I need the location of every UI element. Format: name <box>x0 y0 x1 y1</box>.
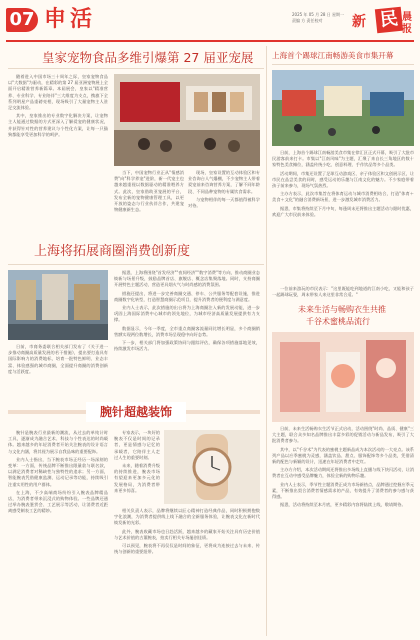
article3-tail-paragraph: 此外，腕表收藏市场也日趋活跃，越来越多的藏家开始关注具有历史价值与艺术价值的古董腕表，拍卖行相关专场屡创佳绩。 <box>114 528 260 540</box>
article1-col2 <box>114 170 184 236</box>
article4-rule <box>272 64 414 65</box>
section-title: 申活 <box>44 7 97 32</box>
article2-paragraph: 日前，市商务委联合相关部门发布了《关于进一步推动商圈高质量发展的若干措施》，提出要打造具有国际影响力的消费地标，培育一批特色鲜明、业态丰富、体验感强的城市商圈，全面提升商圈的消费创新度与活跃度。 <box>8 344 108 374</box>
article4-headline: 上海首个踢球江南畅游美食市集开幕 <box>272 51 394 60</box>
article5-paragraph: 日前，未来生活畅购衣生活节正式启动，活动围绕"时尚、品质、健康"三大主题，联合众多知名品牌推出丰富多彩的促销活动与新品发布，吸引了大批消费者参与。 <box>272 426 414 444</box>
article5-paragraph: 业内人士表示，季节性主题消费正成为市场新热点，品牌通过挖掘应季元素，不断推出契合消费者情感需求的产品，有效提升了消费者的参与感与获得感。 <box>272 481 414 500</box>
article3-col2 <box>114 430 160 500</box>
date-line <box>292 12 344 24</box>
article3-mid-paragraph: 未来，随着消费升级的持续推进，腕表市场有望迎来更加多元化的发展格局，为消费者带来更多惊喜。 <box>114 463 160 493</box>
article5-headline-line1: 未来生活与畅购衣生共推 <box>298 305 386 314</box>
article3-tail-paragraph: 可以预见，腕表将不再仅仅是时间的象征，更将成为连接过去与未来、传统与创新的重要纽带。 <box>114 543 260 555</box>
article2-side-paragraph: 下一步，相关部门将加强政策协同与跟踪评估，确保各项措施落地见效，持续激发市场活力。 <box>114 340 260 352</box>
article5-paragraph: 其中，以"千谷术"为代表的蜜桃主题新品成为本次活动的一大亮点。该系列产品以应季蜜桃为灵感，涵盖饮品、甜点、服饰配饰等多个品类，凭借清新的配色与新颖的设计，迅速在年轻消费者中走红。 <box>272 446 414 465</box>
article3-paragraph: 在上海，不少高端商场纷纷引入腕表品牌精品店，为消费者带来沉浸式的购物体验。一些品牌还通过举办腕表鉴赏会、工艺展示等活动，让消费者近距离感受制表工艺的精妙。 <box>8 489 108 514</box>
article2-paragraph: 措施还提出，将进一步完善商圈交通、停车、公共服务等配套设施，推进商圈数字化转型，打造智慧商圈示范项目，提升消费者的便利度与满意度。 <box>114 290 260 302</box>
article5-paragraph: 据悉，活动将持续至本月底，更多精彩内容将陆续上线，敬请期待。 <box>280 502 406 508</box>
date-line-2: 责编 方 责任校对 <box>292 18 323 23</box>
watch-display-image <box>164 430 260 504</box>
article2-side-paragraph: 数据显示，今年一季度，全市重点商圈客流量同比增长明显，多个商圈销售额实现两位数增长，消费市场呈现稳中向好态势。 <box>114 325 260 337</box>
article3-mid-paragraph: 专家表示，一块好的腕表不仅是时间的记录者，更是情感与记忆的承载者，它陪伴主人走过人生的重要时刻。 <box>114 430 160 460</box>
article5-paragraph: 主办方介绍，本次活动期间还将推出多场线上直播与线下快闪活动，让消费者在互动中感受品牌魅力，体验全新的购物乐趣。 <box>272 467 414 479</box>
article1-side-paragraph: 现场，皇家设置的互动体验区和专业咨询台人气爆棚，不少宠物主人带着爱宠前来咨询营养方案，了解不同年龄段、不同品种宠物的专属饮食需求。 <box>188 170 260 194</box>
article4-paragraph: 主办方表示，此次市集旨在将体育运动与城市消费相结合，打造"体育＋美食＋文化"的融合消费新场景，进一步激发城市消费活力。 <box>272 191 414 203</box>
article4-paragraph: 活动期间，市集还设置了足球互动游戏区、亲子体验区和文创展示区，让市民在品尝美食的同时，感受运动的乐趣与江南文化的魅力。不少家庭带着孩子前来参与，现场气氛热烈。 <box>272 170 414 189</box>
article1-headline: 皇家宠物食品多维引爆第 27 届亚宠展 <box>42 50 254 65</box>
article5-photo <box>272 332 414 422</box>
article2-headline: 上海将拓展商圈消费创新度 <box>34 244 191 259</box>
article1-paragraph: 其中，皇家推出的专业数字化解决方案，让宠物主人能通过数据的方式更深入了解爱宠的健康状况，并获得针对性的营养建议与个性化方案，让每一只猫狗都能享受更加科学的呵护。 <box>8 113 108 137</box>
logo-char-3: 晨报 <box>402 12 412 35</box>
article4-tail-paragraph: 一位前来游玩的市民表示："这里既能吃到地道的江南小吃，又能和孩子一起踢球玩耍，周末带家人来这里非常合适。" <box>272 286 414 298</box>
article3-col3 <box>114 508 260 636</box>
article1-paragraph: 当下，中国宠物行业正从"情感消费"向"科学养宠"进阶，新一代宠主也越来越重视以数据驱动的精准喂养方式。此次，皇家借助亚宠展的平台，发布全新的宠物健康管理工具，以更开放的姿态与行业伙伴合作，共建宠物健康新生态。 <box>114 170 184 213</box>
article1-col1 <box>8 74 108 236</box>
article3-headline: 腕针超越装饰 <box>86 402 186 422</box>
article1-rule <box>8 68 264 69</box>
column-separator <box>266 46 267 636</box>
article4-tail <box>272 286 414 300</box>
article1-col3 <box>188 170 260 236</box>
shopping-street-image <box>8 270 108 340</box>
article3-photo <box>164 430 260 504</box>
article5-body <box>272 426 414 636</box>
article2-col2 <box>114 270 260 398</box>
article2-photo <box>8 270 108 340</box>
article1-photo <box>114 74 260 166</box>
article3-paragraph: 腕针是腕表行业最新的潮流，从过去的单纯计时工具，逐渐成为融合艺术、科技与个性表达的时尚载体。越来越多的年轻消费者开始关注腕表的设计语言与文化内涵，将其视为展示自我品味的重要配饰。 <box>8 430 108 454</box>
expo-booth-image <box>114 74 260 166</box>
masthead-rule <box>6 40 414 42</box>
article1-paragraph: 随着进入中国市场三十周年之际，皇家宠物食品以"大数据"为驱动，在精彩的第 27 届亚洲宠物展上全面开启精准营养新篇章。本届展会，皇家以"精准营养、专业科学、专业陪伴"三大维度为支点，携旗下全系列明星产品重磅亮相，现场吸引了大量宠物主人驻足交流体验。 <box>8 74 108 111</box>
newspaper-logo <box>352 6 416 35</box>
article3-paragraph: 业内人士指出，当下腕表市场正经历一场深刻的变革：一方面，传统品牌不断推出限量款与联名款，以满足消费者对稀缺性与独特性的追求；另一方面，智能腕表凭借健康监测、运动记录等功能，持续吸引注重实用性的用户群体。 <box>8 456 108 487</box>
logo-char-2: 民 <box>375 7 403 34</box>
logo-char-1: 新 <box>352 14 366 30</box>
article3-col1 <box>8 430 108 636</box>
article2-paragraph: 据悉，上海将围绕"首发经济""夜间经济""数字消费"等方向，推动商圈业态焕新与场景升级，鼓励品牌首店、旗舰店、概念店集聚落地。同时，支持商圈开展特色主题活动，营造更具烟火气与时尚感的消费氛围。 <box>114 270 260 288</box>
article3-tail-paragraph: 相关负责人表示，品牌将继续以匠心精神打造经典作品，同时积极拥抱数字化浪潮，为消费者提供线上线下融合的全新服务体验，让腕表文化在新时代焕发新的光彩。 <box>114 508 260 526</box>
article4-paragraph: 日前，上海首个踢球江南畅游美食市集在徐汇区正式开幕，吸引了大批市民游客前来打卡。市集以"江南风味"为主题，汇聚了来自长三角地区的数十家特色美食摊位，涵盖传统小吃、创意料理、手作饮品等多个品类。 <box>272 150 414 168</box>
article1-side-paragraph: 与宠物相伴的每一天都值得被科学对待。 <box>188 196 260 209</box>
article4-paragraph: 据悉，市集将持续至下月中旬，每逢周末还将推出主题活动与限时优惠，欢迎广大市民前来体验。 <box>272 205 414 217</box>
market-event-image <box>272 70 414 146</box>
date-line-1: 2025 年 05 月 28 日 星期一 <box>292 12 344 17</box>
peach-products-image <box>272 332 414 422</box>
article3-headline-banner <box>8 399 260 425</box>
article4-body <box>272 150 414 286</box>
article2-paragraph: 业内人士表示，此次措施的出台将为上海商圈注入新的发展动能，进一步巩固上海国际消费中心城市的领先地位，为城市经济高质量发展提供有力支撑。 <box>114 305 260 323</box>
article4-photo <box>272 70 414 146</box>
masthead <box>0 0 420 40</box>
page-number-badge: 07 <box>6 8 38 32</box>
article5-headline-line2: 千谷术蜜桃品流行 <box>306 317 370 326</box>
article2-col1 <box>8 344 108 398</box>
article2-rule <box>8 264 264 265</box>
